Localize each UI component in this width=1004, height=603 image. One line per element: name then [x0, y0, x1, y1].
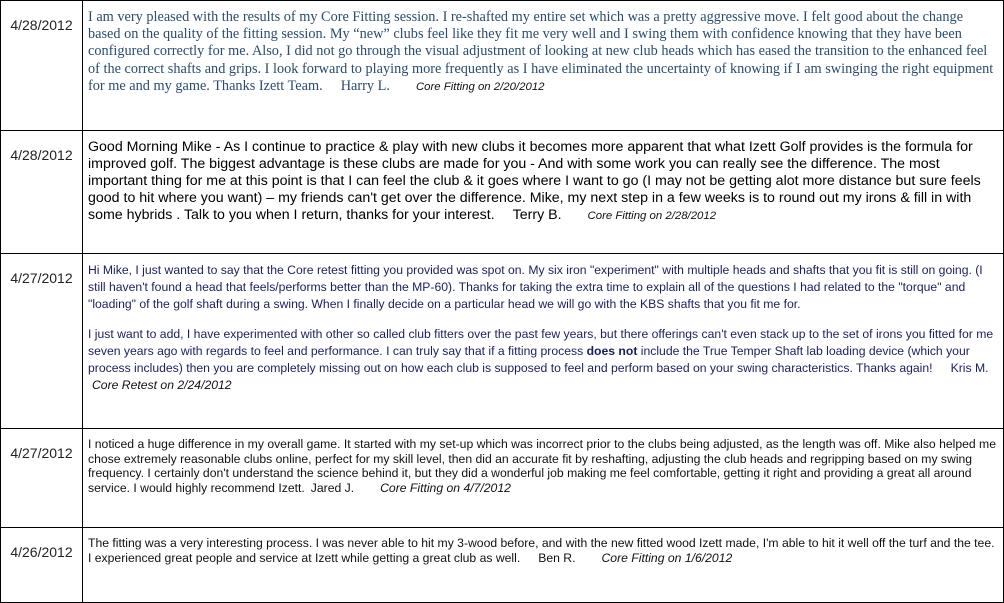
testimonial-content [83, 1, 1004, 131]
testimonial-signature: Terry B. [512, 207, 562, 223]
testimonial-body: The fitting was a very interesting process. I was never able to hit my 3-wood before, and with the new fitted wood Izett made, I'm able to hit it well off the turf and the tee. I experienced great people and service at Izett while getting a great club as well. [88, 536, 995, 565]
testimonial-body: Good Morning Mike - As I continue to practice & play with new clubs it becomes more apparent that what Izett Golf provides is the formula for improved golf. The biggest advantage is these clubs are made for you - And with some work you can really see the difference. The most important thing for me at this point is that I can feel the club & it goes where I want to go (I may not be getting alot more distance but sure feels good to hit where you want) – my friends can't get over the difference. Mike, my next step in a few weeks is to round out my irons & fill in with some hybrids . Talk to you when I return, thanks for your interest. [88, 139, 981, 223]
fitting-note: Core Retest on 2/24/2012 [92, 377, 232, 392]
testimonial-date: 4/26/2012 [1, 528, 83, 603]
testimonial-text [88, 536, 998, 565]
testimonial-date: 4/28/2012 [1, 131, 83, 254]
testimonial-signature: Harry L. [340, 77, 390, 94]
testimonial-text: Hi Mike, I just wanted to say that the Core retest fitting you provided was spot on. My six iron "experiment" with multiple heads and shafts that you fit is still on going. (I still haven't found a head that feels/performs better than the MP-60). Thanks for taking the extra time to explain all of the questions I had related to the "torque" and "loading" of the golf shaft during a swing. When I finally decide on a particular head we will go with the KBS shafts that you fit me for. [88, 263, 983, 311]
fitting-note: Core Fitting on 1/6/2012 [601, 550, 733, 565]
fitting-note: Core Fitting on 4/7/2012 [380, 480, 511, 495]
testimonial-text [88, 437, 998, 495]
testimonial-signature: Ben R. [538, 550, 576, 565]
testimonial-row [1, 131, 1004, 254]
testimonial-body-end: include the True Temper Shaft lab loading device (which your process includes) then you are completely missing out on how each club is supposed to feel and perform based on your swing characteristics. Thanks again! [88, 344, 970, 375]
testimonial-date: 4/27/2012 [1, 429, 83, 528]
testimonial-text [88, 9, 998, 96]
testimonial-row [1, 254, 1004, 429]
testimonial-content [83, 528, 1004, 603]
testimonial-content [83, 254, 1004, 429]
testimonial-content [83, 131, 1004, 254]
testimonial-body: I am very pleased with the results of my Core Fitting session. I re-shafted my entire set which was a pretty aggressive move. I felt good about the change based on the quality of the fitting session. My “new” clubs feel like they fit me very well and I swing them with confidence knowing that they have been configured correctly for me. Also, I did not go through the visual adjustment of looking at new club heads which has eased the transition to the enhanced feel of the correct shafts and grips. I look forward to playing more frequently as I have eliminated the uncertainty of knowing if I am swinging the right equipment for me and my game. Thanks Izett Team. [88, 9, 994, 94]
testimonial-body: I just want to add, I have experimented with other so called club fitters over the past few years, but there offerings can't even stack up to the set of irons you fitted for me seven years ago with regards to feel and performance. I can truly say that if a fitting process [88, 327, 994, 359]
testimonial-row [1, 528, 1004, 603]
testimonial-date: 4/28/2012 [1, 1, 83, 131]
emphasis-text: does not [586, 344, 638, 359]
testimonial-signature: Kris M. [950, 360, 989, 375]
testimonial-text-continued [88, 326, 998, 393]
testimonial-body: I noticed a huge difference in my overall game. It started with my set-up which was incorrect prior to the clubs being adjusted, as the length was off. Mike also helped me chose extremely reasonable clubs online, perfect for my skill level, then did an accurate fit by reshafting, adjusting the club heads and regripping based on my swing frequency. I certainly don't understand the science behind it, but they did a wonderful job making me feel comfortable, getting it right and providing a great all around service. I would highly recommend Izett. [88, 437, 996, 495]
testimonial-text [88, 139, 998, 225]
fitting-note: Core Fitting on 2/20/2012 [415, 80, 545, 93]
testimonial-date: 4/27/2012 [1, 254, 83, 429]
testimonial-row [1, 1, 1004, 131]
testimonial-signature: Jared J. [310, 480, 355, 495]
testimonial-content [83, 429, 1004, 528]
testimonial-row [1, 429, 1004, 528]
fitting-note: Core Fitting on 2/28/2012 [587, 210, 717, 222]
